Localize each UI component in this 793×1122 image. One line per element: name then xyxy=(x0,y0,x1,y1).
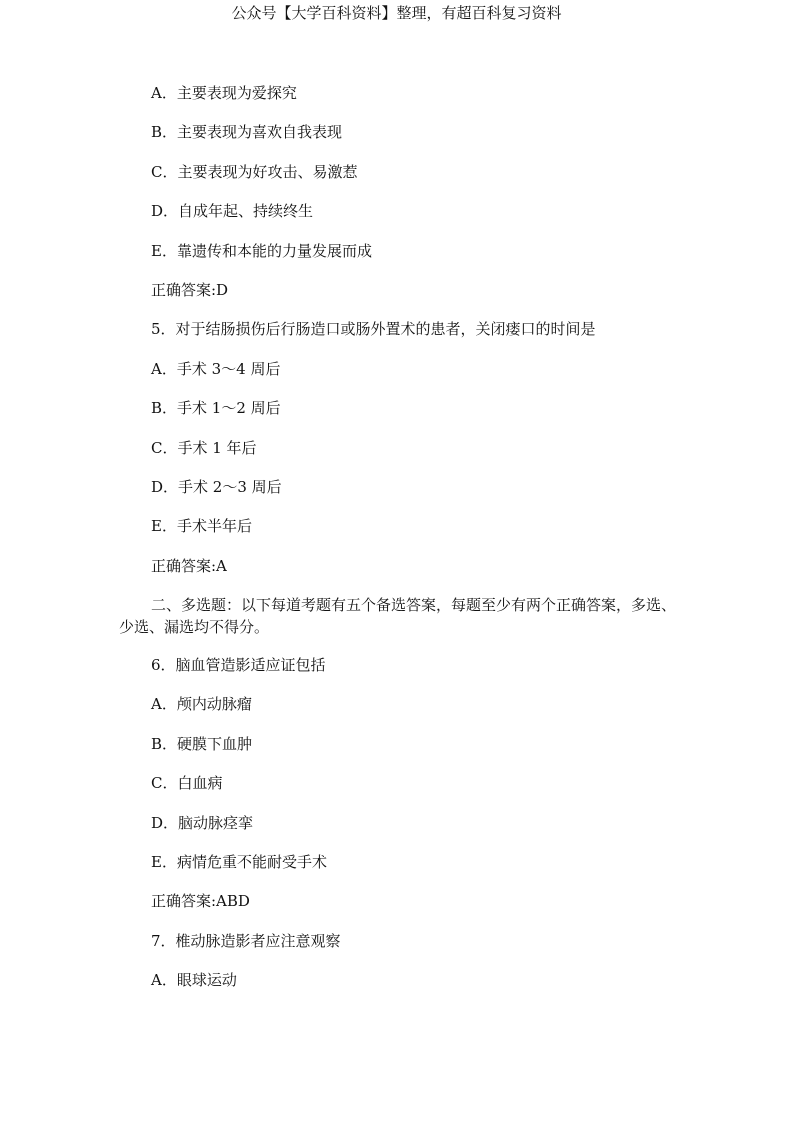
q6-question: 6．脑血管造影适应证包括 xyxy=(151,656,326,674)
q4-option-d: D．自成年起、持续终生 xyxy=(151,202,314,220)
q4-option-a: A．主要表现为爱探究 xyxy=(151,84,297,102)
q4-option-c: C．主要表现为好攻击、易激惹 xyxy=(151,163,358,181)
q4-answer: 正确答案:D xyxy=(151,281,229,299)
q5-option-d: D．手术 2～3 周后 xyxy=(151,478,282,496)
page-header: 公众号【大学百科资料】整理，有超百科复习资料 xyxy=(231,4,562,22)
q4-option-e: E．靠遗传和本能的力量发展而成 xyxy=(151,242,372,260)
q6-option-e: E．病情危重不能耐受手术 xyxy=(151,853,327,871)
q6-answer: 正确答案:ABD xyxy=(151,892,250,910)
q7-question: 7．椎动脉造影者应注意观察 xyxy=(151,932,341,950)
q7-option-a: A．眼球运动 xyxy=(151,971,237,989)
q5-option-a: A．手术 3～4 周后 xyxy=(151,360,281,378)
q4-option-b: B．主要表现为喜欢自我表现 xyxy=(151,123,343,141)
q5-answer: 正确答案:A xyxy=(151,557,227,575)
q5-option-b: B．手术 1～2 周后 xyxy=(151,399,281,417)
q6-option-c: C．白血病 xyxy=(151,774,223,792)
q5-question: 5．对于结肠损伤后行肠造口或肠外置术的患者，关闭瘘口的时间是 xyxy=(151,320,596,338)
q6-option-a: A．颅内动脉瘤 xyxy=(151,695,252,713)
q6-option-d: D．脑动脉痉挛 xyxy=(151,814,254,832)
q6-option-b: B．硬膜下血肿 xyxy=(151,735,253,753)
section-instruction: 二、多选题：以下每道考题有五个备选答案，每题至少有两个正确答案，多选、少选、漏选均不得分。 xyxy=(119,596,677,636)
q5-option-c: C．手术 1 年后 xyxy=(151,439,257,457)
q5-option-e: E．手术半年后 xyxy=(151,517,252,535)
